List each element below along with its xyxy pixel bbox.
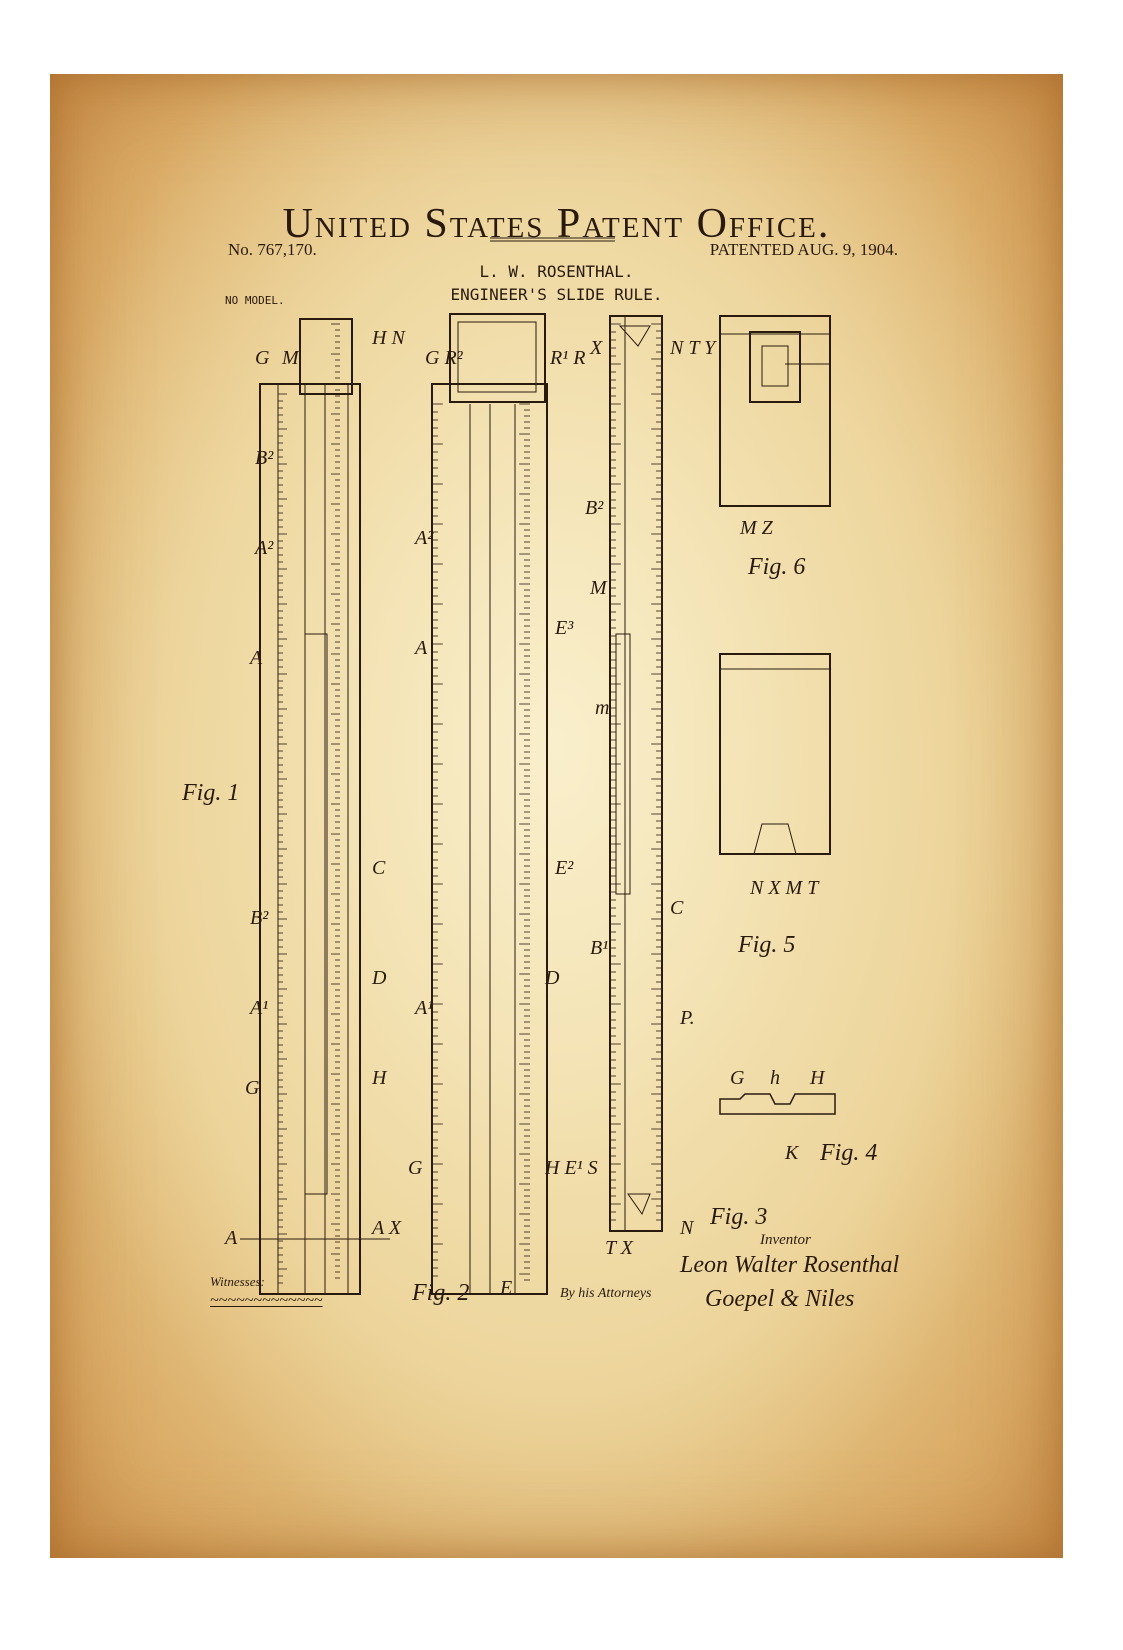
svg-text:E²: E² [555,857,574,879]
svg-text:E: E [500,1277,513,1299]
svg-text:K: K [785,1142,799,1164]
fig2-rule-drawing [432,314,547,1294]
svg-text:N: N [680,1217,694,1239]
svg-text:T X: T X [605,1237,633,1259]
svg-text:D: D [545,967,560,989]
svg-text:h: h [770,1067,780,1089]
inventor-label: Inventor [760,1232,811,1248]
svg-text:M Z: M Z [740,517,773,539]
svg-text:G: G [245,1077,260,1099]
patent-sheet [50,74,1063,1558]
svg-text:A¹: A¹ [415,997,434,1019]
svg-text:C: C [372,857,386,879]
inventor-name: L. W. ROSENTHAL. [479,262,634,281]
office-title: United States Patent Office. [282,201,831,247]
svg-text:H E¹ S: H E¹ S [545,1157,598,1179]
svg-text:C: C [670,897,684,919]
fig3-label: Fig. 3 [710,1204,768,1230]
no-model-note: NO MODEL. [225,294,285,307]
svg-text:B²: B² [585,497,604,519]
svg-text:G: G [408,1157,423,1179]
witnesses-label: Witnesses: [210,1274,265,1289]
svg-text:H: H [372,1067,387,1089]
invention-title: ENGINEER'S SLIDE RULE. [450,285,663,304]
svg-text:H N: H N [372,327,405,349]
fig6-label: Fig. 6 [748,554,806,580]
svg-text:A: A [225,1227,238,1249]
svg-text:A: A [415,637,428,659]
reference-letters [223,327,826,1299]
patent-drawing [50,74,1063,1558]
svg-text:P.: P. [680,1007,695,1029]
svg-text:A²: A² [415,527,434,549]
svg-text:M: M [590,577,607,599]
svg-text:A: A [250,647,263,669]
svg-text:G: G [730,1067,745,1089]
svg-text:B²: B² [250,907,269,929]
inventor-signature: Leon Walter Rosenthal [680,1252,900,1278]
svg-text:G: G [255,347,270,369]
fig4-label: Fig. 4 [820,1140,878,1166]
attorneys-signature: Goepel & Niles [705,1286,855,1312]
svg-text:R¹ R: R¹ R [550,347,586,369]
svg-text:E³: E³ [555,617,574,639]
fig5-detail-drawing [720,654,830,854]
svg-text:G R²: G R² [425,347,463,369]
attorneys-label: By his Attorneys [560,1286,652,1301]
patent-date: PATENTED AUG. 9, 1904. [709,240,898,259]
svg-text:B¹: B¹ [590,937,609,959]
svg-text:M: M [282,347,299,369]
fig6-detail-drawing [720,316,830,506]
svg-text:A X: A X [372,1217,402,1239]
svg-text:N X M T: N X M T [750,877,819,899]
fig4-section-drawing [720,1094,835,1114]
svg-text:A²: A² [255,537,274,559]
svg-text:m: m [595,697,610,719]
patent-number: No. 767,170. [228,240,317,259]
fig2-label: Fig. 2 [412,1280,470,1306]
svg-text:H: H [810,1067,825,1089]
svg-text:B²: B² [255,447,274,469]
svg-text:N T Y: N T Y [670,337,716,359]
svg-text:D: D [372,967,387,989]
svg-text:X: X [590,337,603,359]
fig1-label: Fig. 1 [182,780,240,806]
witness-signatures: ~~~~~~~~~~~~~ [210,1292,323,1309]
svg-text:A¹: A¹ [250,997,269,1019]
fig5-label: Fig. 5 [738,932,796,958]
